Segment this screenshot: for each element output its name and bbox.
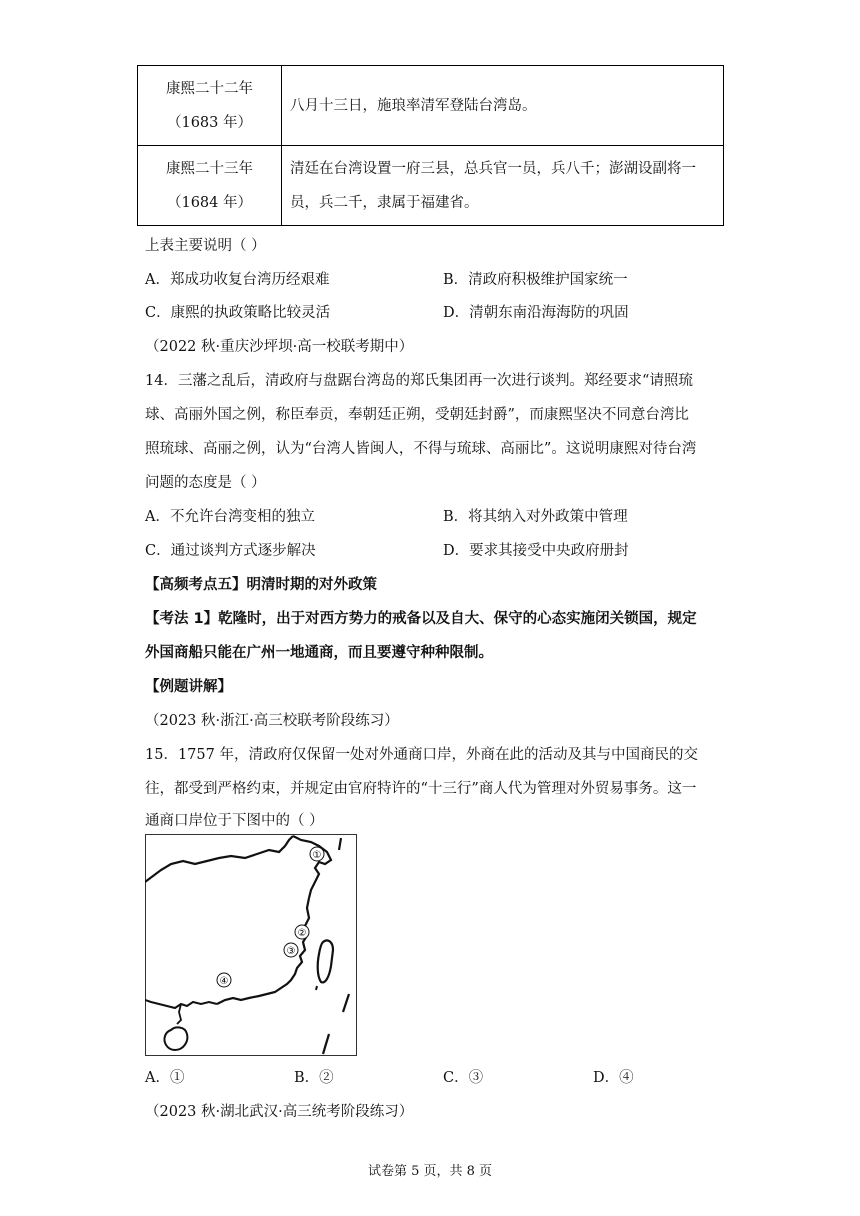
q14-option-c[interactable]: C．通过谈判方式逐步解决 [145, 543, 316, 559]
map-marker-1 [310, 847, 324, 861]
svg-text:③: ③ [286, 946, 296, 957]
q14-source: （2022 秋·重庆沙坪坝·高一校联考期中） [145, 339, 414, 355]
table-row [138, 146, 724, 226]
q15-line: 通商口岸位于下图中的（ ） [145, 813, 324, 829]
q15-option-b[interactable]: B．② [294, 1070, 334, 1086]
q15-option-d[interactable]: D．④ [593, 1070, 634, 1086]
q13-option-d[interactable]: D．清朝东南沿海海防的巩固 [443, 305, 629, 321]
svg-text:①: ① [312, 850, 322, 861]
map-marker-3 [284, 943, 298, 957]
event-cell [282, 66, 724, 146]
q15-source: （2023 秋·浙江·高三校联考阶段练习） [145, 713, 399, 729]
year-label: （1683 年） [166, 114, 252, 131]
event-line: 清廷在台湾设置一府三县，总兵官一员，兵八千；澎湖设副将一 [290, 160, 696, 177]
event-cell [282, 146, 724, 226]
year-cell [138, 146, 282, 226]
map-marker-4 [217, 973, 231, 987]
q15-line: 往，都受到严格约束，并规定由官府特许的“十三行”商人代为管理对外贸易事务。这一 [145, 781, 697, 797]
map-marker-2 [295, 925, 309, 939]
q15-line: 15．1757 年，清政府仅保留一处对外通商口岸，外商在此的活动及其与中国商民的交 [145, 747, 698, 763]
year-label: （1684 年） [166, 194, 252, 211]
event-line: 八月十三日，施琅率清军登陆台湾岛。 [290, 97, 537, 114]
example-heading: 【例题讲解】 [145, 679, 232, 695]
q14-line: 照琉球、高丽之例，认为“台湾人皆闽人，不得与琉球、高丽比”。这说明康熙对待台湾 [145, 441, 697, 457]
q14-line: 球、高丽外国之例，称臣奉贡，奉朝廷正朔，受朝廷封爵”，而康熙坚决不同意台湾比 [145, 407, 689, 423]
q14-option-d[interactable]: D．要求其接受中央政府册封 [443, 543, 629, 559]
page-footer: 试卷第 5 页，共 8 页 [367, 1164, 493, 1179]
event-line: 员，兵二千，隶属于福建省。 [290, 194, 479, 211]
q16-source: （2023 秋·湖北武汉·高三统考阶段练习） [145, 1104, 414, 1120]
era-label: 康熙二十二年 [166, 80, 253, 97]
q14-line: 14．三藩之乱后，清政府与盘踞台湾岛的郑氏集团再一次进行谈判。郑经要求“请照琉 [145, 373, 693, 389]
q13-option-b[interactable]: B．清政府积极维护国家统一 [443, 272, 628, 288]
q15-option-a[interactable]: A．① [145, 1070, 185, 1086]
q15-option-c[interactable]: C．③ [443, 1070, 484, 1086]
svg-text:④: ④ [219, 976, 229, 987]
q13-option-c[interactable]: C．康熙的执政策略比较灵活 [145, 305, 331, 321]
table-row [138, 66, 724, 146]
history-table [137, 65, 724, 226]
q14-option-b[interactable]: B．将其纳入对外政策中管理 [443, 509, 628, 525]
year-cell [138, 66, 282, 146]
section-heading: 【高频考点五】明清时期的对外政策 [145, 577, 377, 593]
q14-option-a[interactable]: A．不允许台湾变相的独立 [145, 509, 315, 525]
era-label: 康熙二十三年 [166, 160, 253, 177]
q13-option-a[interactable]: A．郑成功收复台湾历经艰难 [145, 272, 330, 288]
q14-line: 问题的态度是（ ） [145, 475, 266, 491]
method-line: 外国商船只能在广州一地通商，而且要遵守种种限制。 [145, 645, 493, 661]
method-line: 【考法 1】乾隆时，出于对西方势力的戒备以及自大、保守的心态实施闭关锁国，规定 [145, 611, 697, 627]
svg-text:②: ② [297, 928, 307, 939]
q13-stem: 上表主要说明（ ） [145, 238, 266, 254]
coastline-map [145, 834, 357, 1056]
